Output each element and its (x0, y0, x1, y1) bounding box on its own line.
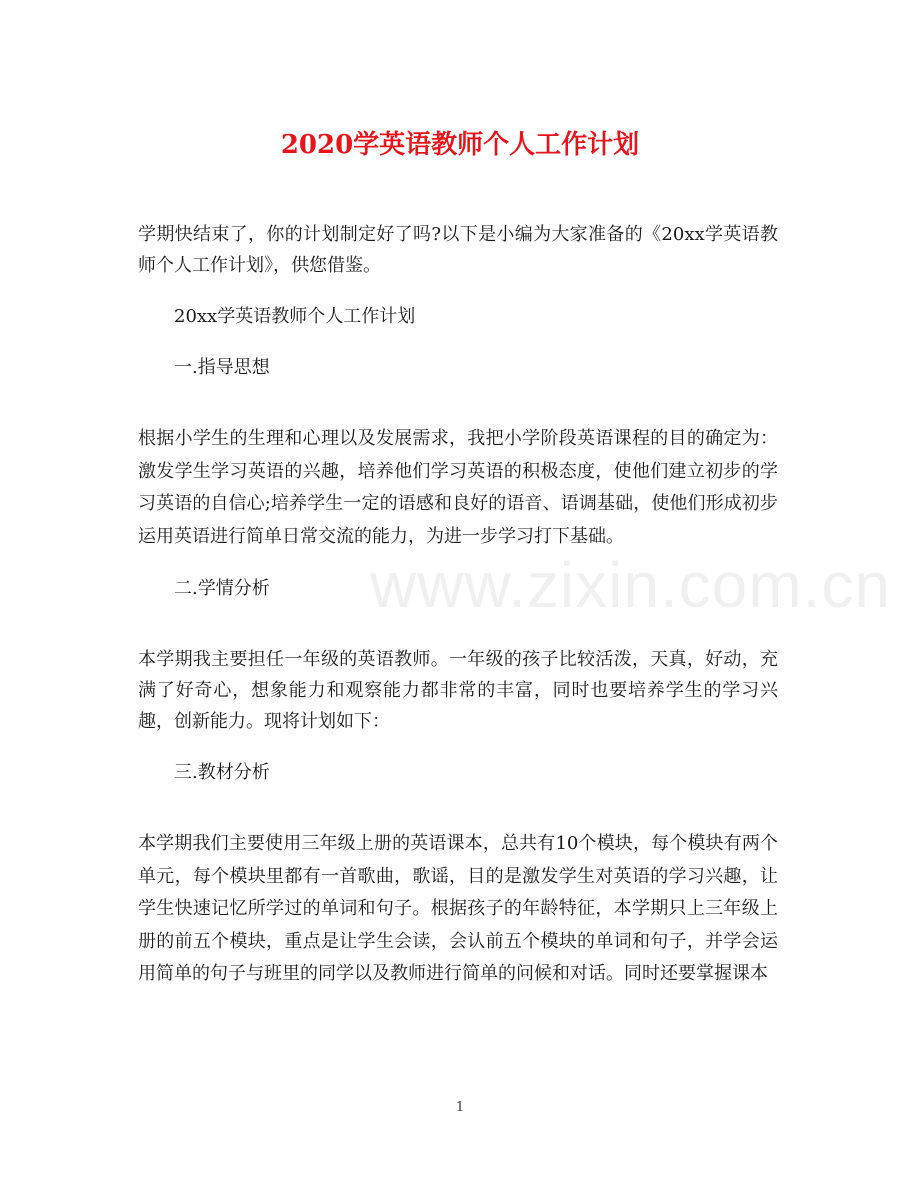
section-body-textbook-analysis: 本学期我们主要使用三年级上册的英语课本，总共有10个模块，每个模块有两个单元，每个模块里都有一首歌曲，歌谣，目的是激发学生对英语的学习兴趣，让学生快速记忆所学过的单词和句子。根据孩子的年龄特征，本学期只上三年级上册的前五个模块，重点是让学生会读，会认前五个模块的单词和句子，并学会运用简单的句子与班里的同学以及教师进行简单的问候和对话。同时还要掌握课本 (138, 833, 778, 984)
document-title: 2020学英语教师个人工作计划 (280, 130, 640, 160)
page-number: 1 (455, 1100, 465, 1115)
document-subtitle: 20xx学英语教师个人工作计划 (174, 306, 416, 327)
section-heading-textbook-analysis: 三.教材分析 (174, 762, 270, 783)
section-heading-guiding-thought: 一.指导思想 (174, 357, 270, 378)
section-heading-student-analysis: 二.学情分析 (174, 578, 270, 599)
section-body-guiding-thought: 根据小学生的生理和心理以及发展需求，我把小学阶段英语课程的目的确定为：激发学生学习英语的兴趣，培养他们学习英语的积极态度，使他们建立初步的学习英语的自信心;培养学生一定的语感和良好的语音、语调基础，使他们形成初步运用英语进行简单日常交流的能力，为进一步学习打下基础。 (138, 428, 778, 547)
section-body-student-analysis: 本学期我主要担任一年级的英语教师。一年级的孩子比较活泼，天真，好动，充满了好奇心，想象能力和观察能力都非常的丰富，同时也要培养学生的学习兴趣，创新能力。现将计划如下： (138, 649, 778, 732)
document-body (138, 219, 778, 991)
watermark: www.zixin.com.cn (370, 549, 891, 621)
intro-paragraph: 学期快结束了，你的计划制定好了吗?以下是小编为大家准备的《20xx学英语教师个人工作计划》，供您借鉴。 (138, 224, 778, 276)
